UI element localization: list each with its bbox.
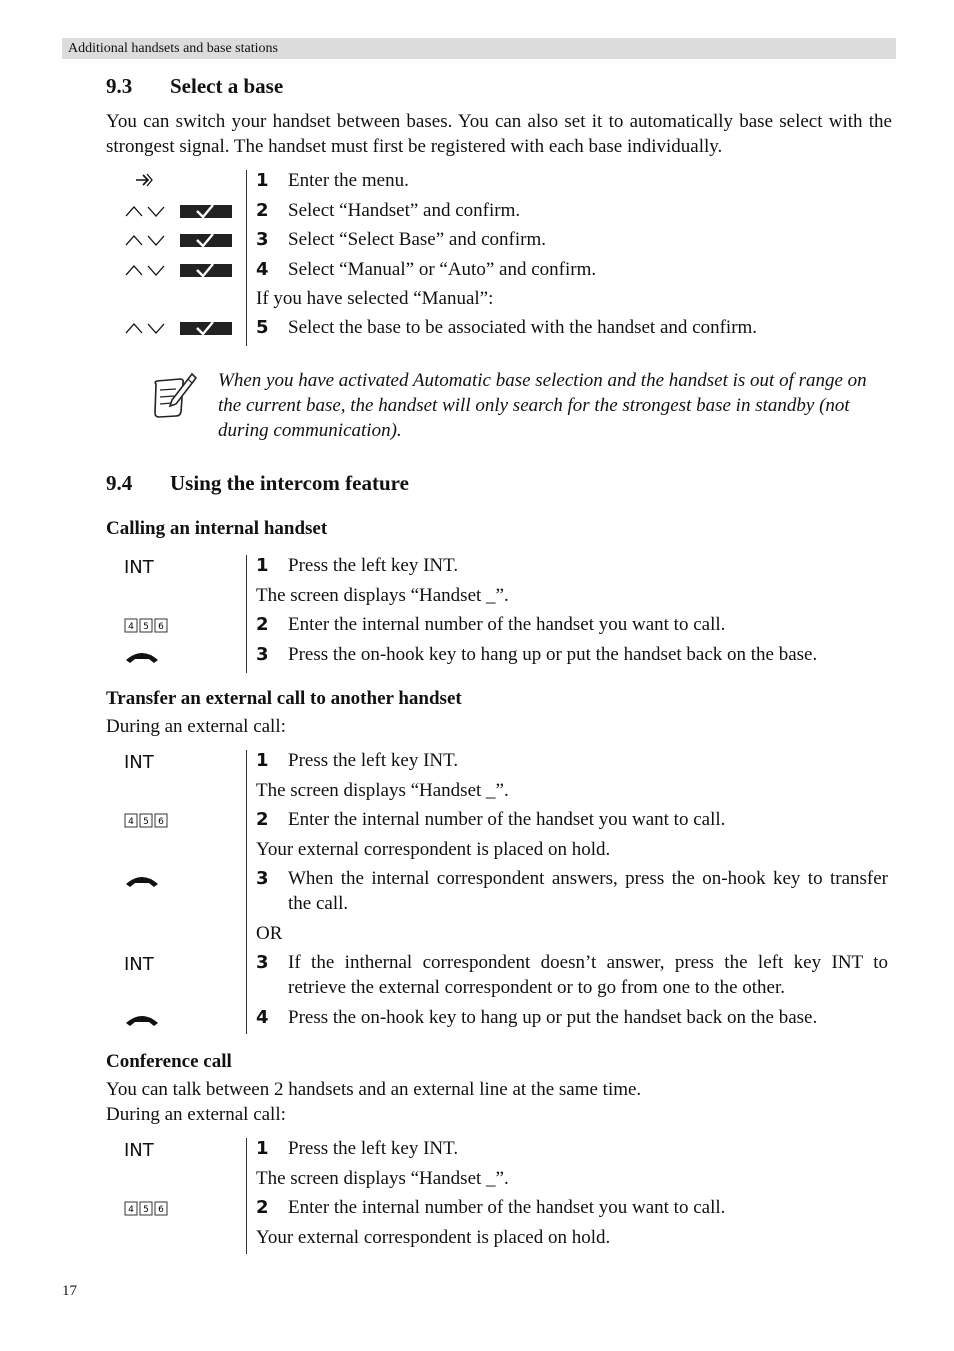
- step-text: Enter the internal number of the handset you want to call.: [288, 809, 726, 830]
- icon-cell: [120, 227, 240, 257]
- step-number: 5: [256, 317, 269, 338]
- subsection-heading: Transfer an external call to another handset: [106, 688, 462, 709]
- subsection-heading: Calling an internal handset: [106, 518, 328, 539]
- icon-cell: [120, 1136, 240, 1166]
- icon-cell: [120, 257, 240, 287]
- note-text: When you have activated Automatic base selection and the handset is out of range on the current base, the handset will only search for the strongest base in standby (not during communication).: [218, 370, 867, 441]
- keypad-icon: [124, 1201, 170, 1217]
- icon-cell: [120, 807, 240, 837]
- step-text: Select “Select Base” and confirm.: [288, 229, 546, 250]
- keypad-digit: 6: [158, 817, 164, 827]
- step-text: Select the base to be associated with the handset and confirm.: [288, 317, 758, 338]
- divider-line: [246, 750, 247, 1034]
- keypad-digit: 4: [128, 622, 134, 632]
- step-number: 2: [256, 200, 269, 221]
- icon-cell: [120, 612, 240, 642]
- step-text: Press the left key INT.: [288, 1138, 459, 1159]
- step-text: Select “Handset” and confirm.: [288, 200, 521, 221]
- step-text: Press the left key INT.: [288, 750, 459, 771]
- step-note-text: OR: [256, 923, 283, 944]
- step-text: Enter the internal number of the handset you want to call.: [288, 614, 726, 635]
- step-text: Press the on-hook key to hang up or put the handset back on the base.: [288, 644, 818, 665]
- step-number: 2: [256, 809, 269, 830]
- step-note-text: Your external correspondent is placed on hold.: [256, 1227, 611, 1248]
- ok-key-icon: [180, 205, 232, 218]
- step-note-text: The screen displays “Handset _”.: [256, 1168, 509, 1189]
- step-note-text: The screen displays “Handset _”.: [256, 585, 509, 606]
- step-text: Enter the internal number of the handset you want to call.: [288, 1197, 726, 1218]
- step-text: If the inthernal correspondent doesn’t answer, press the left key INT to retrieve the external correspondent or to go from one to the other.: [288, 952, 888, 998]
- step-note-text: Your external correspondent is placed on hold.: [256, 839, 611, 860]
- section-heading-9-4: [106, 471, 409, 496]
- on-hook-key-icon: [124, 872, 160, 890]
- step-text: Press the on-hook key to hang up or put the handset back on the base.: [288, 1007, 818, 1028]
- keypad-icon: [124, 618, 170, 634]
- keypad-digit: 6: [158, 1205, 164, 1215]
- page-number: 17: [62, 1283, 77, 1299]
- divider-line: [246, 170, 247, 346]
- step-number: 2: [256, 1197, 269, 1218]
- divider-line: [246, 1138, 247, 1254]
- icon-cell: [120, 950, 240, 980]
- step-number: 4: [256, 259, 269, 280]
- step-number: 4: [256, 1007, 269, 1028]
- keypad-digit: 5: [143, 1205, 149, 1215]
- keypad-digit: 4: [128, 1205, 134, 1215]
- subsection-intro: During an external call:: [106, 716, 286, 737]
- keypad-digit: 4: [128, 817, 134, 827]
- step-number: 1: [256, 750, 269, 771]
- section-number: 9.4: [106, 471, 133, 495]
- up-down-arrows-icon: [124, 261, 168, 279]
- divider-line: [246, 555, 247, 673]
- section-heading-9-3: [106, 74, 283, 99]
- up-down-arrows-icon: [124, 202, 168, 220]
- section-intro: You can switch your handset between bases. You can also set it to automatically base select with the strongest signal. The handset must first be registered with each base individually.: [106, 111, 892, 157]
- step-text: Select “Manual” or “Auto” and confirm.: [288, 259, 597, 280]
- icon-cell: [120, 866, 240, 896]
- up-down-arrows-icon: [124, 319, 168, 337]
- keypad-digit: 5: [143, 817, 149, 827]
- icon-cell: [120, 748, 240, 778]
- int-key-icon: INT: [124, 954, 154, 975]
- section-title: Using the intercom feature: [170, 471, 409, 495]
- icon-cell: [120, 168, 240, 198]
- step-number: 1: [256, 1138, 269, 1159]
- ok-key-icon: [180, 264, 232, 277]
- on-hook-key-icon: [124, 648, 160, 666]
- step-number: 3: [256, 952, 269, 973]
- keypad-digit: 5: [143, 622, 149, 632]
- ok-key-icon: [180, 234, 232, 247]
- step-text: Enter the menu.: [288, 170, 409, 191]
- icon-cell: [120, 642, 240, 672]
- step-number: 2: [256, 614, 269, 635]
- step-note-text: If you have selected “Manual”:: [256, 288, 494, 309]
- int-key-icon: INT: [124, 752, 154, 773]
- int-key-icon: INT: [124, 1140, 154, 1161]
- keypad-icon: [124, 813, 170, 829]
- step-number: 1: [256, 555, 269, 576]
- section-title: Select a base: [170, 74, 284, 98]
- step-text: When the internal correspondent answers, press the on-hook key to transfer the call.: [288, 868, 888, 914]
- subsection-heading: Conference call: [106, 1051, 232, 1072]
- subsection-intro: You can talk between 2 handsets and an external line at the same time.: [106, 1079, 642, 1100]
- icon-cell: [120, 553, 240, 583]
- icon-cell: [120, 1195, 240, 1225]
- int-key-icon: INT: [124, 557, 154, 578]
- up-down-arrows-icon: [124, 231, 168, 249]
- note-pencil-icon: [150, 370, 200, 422]
- step-text: Press the left key INT.: [288, 555, 459, 576]
- icon-cell: [120, 315, 240, 345]
- keypad-digit: 6: [158, 622, 164, 632]
- icon-cell: [120, 198, 240, 228]
- step-note-text: The screen displays “Handset _”.: [256, 780, 509, 801]
- icon-cell: [120, 1005, 240, 1035]
- on-hook-key-icon: [124, 1011, 160, 1029]
- step-number: 3: [256, 868, 269, 889]
- subsection-intro: During an external call:: [106, 1104, 286, 1125]
- ok-key-icon: [180, 322, 232, 335]
- section-number: 9.3: [106, 74, 133, 98]
- step-number: 3: [256, 229, 269, 250]
- step-number: 3: [256, 644, 269, 665]
- step-number: 1: [256, 170, 269, 191]
- running-header: Additional handsets and base stations: [62, 38, 896, 59]
- menu-key-icon: [134, 170, 156, 190]
